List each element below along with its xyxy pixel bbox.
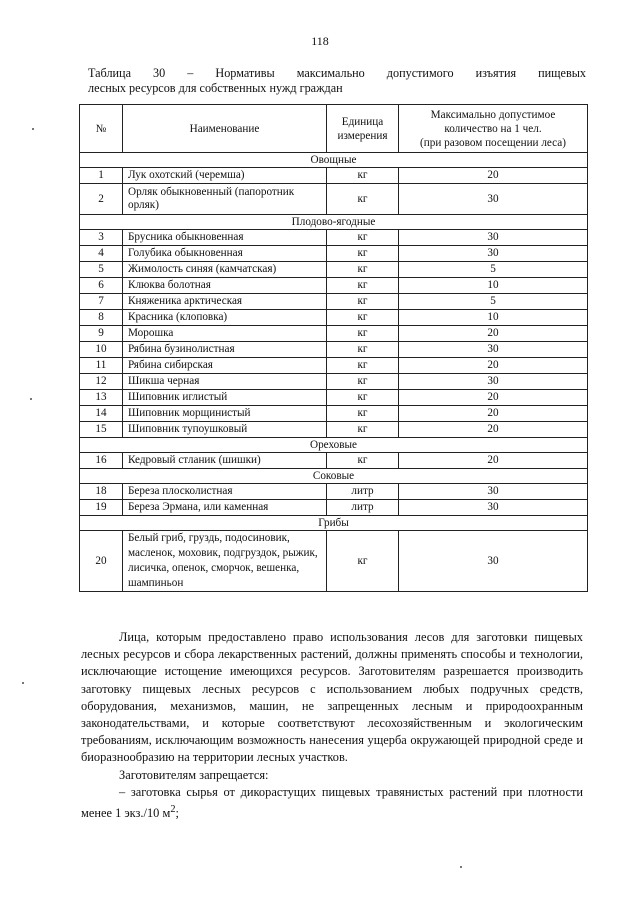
row-qty: 30 <box>399 374 588 390</box>
row-name: Белый гриб, груздь, подосиновик, масленок, моховик, подгруздок, рыжик, лисичка, опенок, сморчок, вешенка, шампиньон <box>123 531 327 592</box>
table-row <box>80 531 588 592</box>
row-num: 2 <box>80 184 123 215</box>
table-row <box>80 326 588 342</box>
table-header-row <box>80 105 588 153</box>
row-num: 19 <box>80 500 123 516</box>
category-row <box>80 215 588 230</box>
row-unit: кг <box>327 278 399 294</box>
row-num: 5 <box>80 262 123 278</box>
row-unit: кг <box>327 294 399 310</box>
scan-speck <box>22 682 24 684</box>
table-row <box>80 262 588 278</box>
row-name: Княженика арктическая <box>123 294 327 310</box>
row-num: 8 <box>80 310 123 326</box>
category-row <box>80 438 588 453</box>
table-row <box>80 342 588 358</box>
row-name: Брусника обыкновенная <box>123 230 327 246</box>
table-row <box>80 406 588 422</box>
row-num: 15 <box>80 422 123 438</box>
row-qty: 30 <box>399 531 588 592</box>
table-row <box>80 484 588 500</box>
row-qty: 20 <box>399 422 588 438</box>
row-unit: кг <box>327 246 399 262</box>
row-name: Жимолость синяя (камчатская) <box>123 262 327 278</box>
row-name: Орляк обыкновенный (папоротник орляк) <box>123 184 327 215</box>
header-qty-line1: Максимально допустимое <box>430 108 556 121</box>
paragraph-text: – заготовка сырья от дикорастущих пищевых травянистых растений при плотности менее 1 экз./10 м <box>81 784 583 821</box>
scan-speck <box>460 866 462 868</box>
superscript: 2 <box>170 804 176 816</box>
table-row <box>80 358 588 374</box>
table-caption <box>88 66 586 96</box>
row-num: 12 <box>80 374 123 390</box>
row-qty: 5 <box>399 294 588 310</box>
row-name: Красника (клоповка) <box>123 310 327 326</box>
row-qty: 20 <box>399 453 588 469</box>
header-name: Наименование <box>123 105 327 153</box>
table-row <box>80 374 588 390</box>
row-unit: кг <box>327 326 399 342</box>
row-qty: 20 <box>399 168 588 184</box>
scan-speck <box>30 398 32 400</box>
row-num: 6 <box>80 278 123 294</box>
header-qty-line3: (при разовом посещении леса) <box>420 136 566 149</box>
row-qty: 10 <box>399 278 588 294</box>
table-row <box>80 422 588 438</box>
norms-table <box>79 104 588 592</box>
row-unit: кг <box>327 358 399 374</box>
table-row <box>80 390 588 406</box>
row-qty: 30 <box>399 484 588 500</box>
row-unit: кг <box>327 184 399 215</box>
row-qty: 30 <box>399 230 588 246</box>
row-num: 13 <box>80 390 123 406</box>
row-num: 4 <box>80 246 123 262</box>
row-name: Голубика обыкновенная <box>123 246 327 262</box>
header-qty-line2: количество на 1 чел. <box>444 122 542 135</box>
row-unit: кг <box>327 390 399 406</box>
row-qty: 20 <box>399 326 588 342</box>
row-num: 3 <box>80 230 123 246</box>
table-caption-line2: лесных ресурсов для собственных нужд граждан <box>88 81 343 95</box>
category-label: Соковые <box>80 469 588 484</box>
paragraph <box>81 784 583 823</box>
header-num: № <box>80 105 123 153</box>
table-row <box>80 184 588 215</box>
row-name: Рябина бузинолистная <box>123 342 327 358</box>
row-unit: кг <box>327 531 399 592</box>
row-unit: кг <box>327 422 399 438</box>
row-num: 7 <box>80 294 123 310</box>
row-unit: кг <box>327 230 399 246</box>
row-unit: кг <box>327 374 399 390</box>
row-name: Лук охотский (черемша) <box>123 168 327 184</box>
table-row <box>80 230 588 246</box>
row-num: 14 <box>80 406 123 422</box>
category-label: Овощные <box>80 153 588 168</box>
row-unit: кг <box>327 168 399 184</box>
row-unit: кг <box>327 310 399 326</box>
row-qty: 20 <box>399 358 588 374</box>
row-unit: кг <box>327 342 399 358</box>
row-name: Шиповник иглистый <box>123 390 327 406</box>
paragraph: Лица, которым предоставлено право использования лесов для заготовки пищевых лесных ресурсов и сбора лекарственных растений, должны применять способы и технологии, исключающие истощение имеющихся ресурсов. Заготовителям разрешается производить заготовку пищевых лесных ресурсов с использованием любых подручных средств, оборудования, механизмов, машин, не запрещенных лесным и природоохранным законодательствами, и которые соответствуют лесохозяйственным и экологическим требованиям, исключающим возможность нанесения ущерба окружающей природной среде и биоразнообразию на территории лесных участков. <box>81 630 583 765</box>
row-qty: 5 <box>399 262 588 278</box>
row-qty: 30 <box>399 500 588 516</box>
row-num: 9 <box>80 326 123 342</box>
row-unit: кг <box>327 406 399 422</box>
category-row <box>80 516 588 531</box>
category-label: Ореховые <box>80 438 588 453</box>
row-unit: литр <box>327 500 399 516</box>
row-qty: 10 <box>399 310 588 326</box>
category-label: Грибы <box>80 516 588 531</box>
row-num: 16 <box>80 453 123 469</box>
header-qty <box>399 105 588 153</box>
row-name: Шиповник тупоушковый <box>123 422 327 438</box>
category-label: Плодово-ягодные <box>80 215 588 230</box>
paragraph-end: ; <box>175 806 179 821</box>
row-unit: кг <box>327 453 399 469</box>
row-name: Кедровый стланик (шишки) <box>123 453 327 469</box>
row-num: 11 <box>80 358 123 374</box>
category-row <box>80 153 588 168</box>
row-name: Шикша черная <box>123 374 327 390</box>
scan-speck <box>32 128 34 130</box>
row-name: Шиповник морщинистый <box>123 406 327 422</box>
table-row <box>80 500 588 516</box>
row-name: Береза Эрмана, или каменная <box>123 500 327 516</box>
row-qty: 20 <box>399 390 588 406</box>
row-num: 18 <box>80 484 123 500</box>
table-row <box>80 278 588 294</box>
row-name: Береза плосколистная <box>123 484 327 500</box>
row-unit: кг <box>327 262 399 278</box>
body-text <box>81 629 583 822</box>
table-row <box>80 246 588 262</box>
row-name: Рябина сибирская <box>123 358 327 374</box>
page-number: 118 <box>311 34 329 48</box>
header-unit: Единица измерения <box>327 105 399 153</box>
row-num: 20 <box>80 531 123 592</box>
row-unit: литр <box>327 484 399 500</box>
table-row <box>80 294 588 310</box>
row-qty: 30 <box>399 246 588 262</box>
paragraph: Заготовителям запрещается: <box>119 767 269 782</box>
row-num: 1 <box>80 168 123 184</box>
category-row <box>80 469 588 484</box>
table-row <box>80 453 588 469</box>
row-name: Морошка <box>123 326 327 342</box>
row-qty: 30 <box>399 184 588 215</box>
table-row <box>80 168 588 184</box>
row-num: 10 <box>80 342 123 358</box>
table-caption-line1: Таблица 30 – Нормативы максимально допустимого изъятия пищевых <box>88 66 586 80</box>
row-qty: 30 <box>399 342 588 358</box>
row-qty: 20 <box>399 406 588 422</box>
table-row <box>80 310 588 326</box>
row-name: Клюква болотная <box>123 278 327 294</box>
